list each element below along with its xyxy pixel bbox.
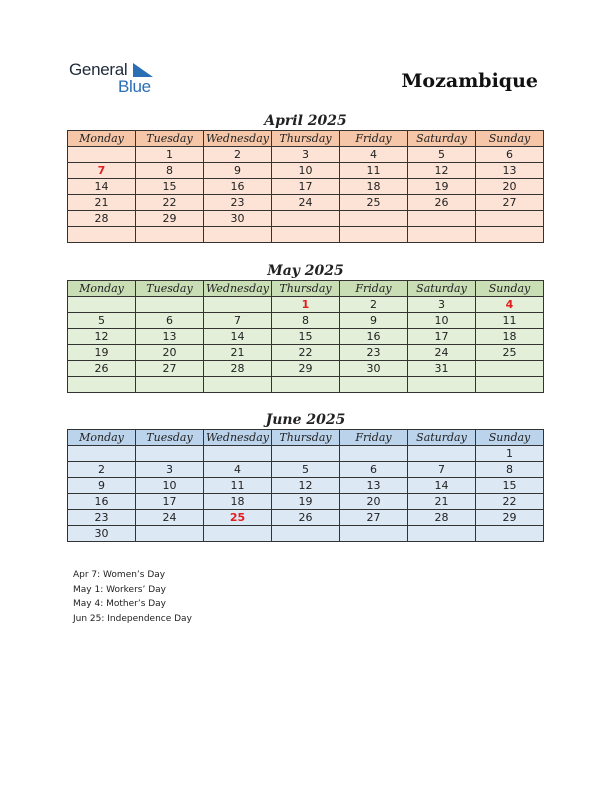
day-cell: 29 <box>136 211 204 227</box>
day-cell: 14 <box>68 179 136 195</box>
day-cell: 19 <box>408 179 476 195</box>
weekday-header: Friday <box>340 131 408 147</box>
day-cell: 10 <box>408 313 476 329</box>
day-cell: 4 <box>204 462 272 478</box>
day-cell: 11 <box>340 163 408 179</box>
week-row <box>68 297 544 313</box>
week-row <box>68 494 544 510</box>
weekday-header: Tuesday <box>136 281 204 297</box>
day-cell: 15 <box>136 179 204 195</box>
day-cell: 7 <box>408 462 476 478</box>
day-cell: 24 <box>136 510 204 526</box>
day-cell: 26 <box>408 195 476 211</box>
day-cell <box>136 227 204 243</box>
weekday-header: Wednesday <box>204 281 272 297</box>
day-cell <box>476 526 544 542</box>
day-cell: 6 <box>340 462 408 478</box>
day-cell <box>136 297 204 313</box>
week-row <box>68 147 544 163</box>
calendar-april <box>67 111 544 243</box>
weekday-header: Friday <box>340 281 408 297</box>
weekday-header: Monday <box>68 430 136 446</box>
day-cell <box>136 446 204 462</box>
day-cell <box>272 227 340 243</box>
day-cell: 25 <box>204 510 272 526</box>
day-cell: 17 <box>272 179 340 195</box>
day-cell <box>68 147 136 163</box>
week-row <box>68 163 544 179</box>
day-cell: 14 <box>204 329 272 345</box>
day-cell: 30 <box>68 526 136 542</box>
day-cell: 18 <box>340 179 408 195</box>
day-cell: 11 <box>476 313 544 329</box>
day-cell: 1 <box>476 446 544 462</box>
day-cell <box>272 211 340 227</box>
weekday-header: Tuesday <box>136 430 204 446</box>
day-cell: 27 <box>476 195 544 211</box>
day-cell: 2 <box>68 462 136 478</box>
day-cell: 23 <box>68 510 136 526</box>
day-cell: 6 <box>476 147 544 163</box>
generalblue-logo <box>69 60 169 96</box>
day-cell: 18 <box>476 329 544 345</box>
day-cell <box>408 227 476 243</box>
day-cell: 12 <box>408 163 476 179</box>
calendar-june <box>67 410 544 542</box>
day-cell: 21 <box>68 195 136 211</box>
day-cell: 13 <box>476 163 544 179</box>
day-cell: 7 <box>68 163 136 179</box>
day-cell: 16 <box>204 179 272 195</box>
day-cell: 27 <box>340 510 408 526</box>
month-title: May 2025 <box>267 263 344 279</box>
day-cell: 23 <box>204 195 272 211</box>
weekday-header: Saturday <box>408 281 476 297</box>
weekday-header: Tuesday <box>136 131 204 147</box>
week-row <box>68 377 544 393</box>
day-cell: 12 <box>68 329 136 345</box>
day-cell: 28 <box>204 361 272 377</box>
month-grid <box>67 429 544 542</box>
day-cell: 2 <box>204 147 272 163</box>
weekday-header: Thursday <box>272 430 340 446</box>
day-cell <box>340 526 408 542</box>
day-cell: 29 <box>476 510 544 526</box>
day-cell: 21 <box>204 345 272 361</box>
week-row <box>68 462 544 478</box>
day-cell <box>476 361 544 377</box>
day-cell: 30 <box>340 361 408 377</box>
week-row <box>68 526 544 542</box>
day-cell: 4 <box>340 147 408 163</box>
day-cell: 15 <box>476 478 544 494</box>
day-cell <box>408 446 476 462</box>
day-cell: 14 <box>408 478 476 494</box>
day-cell: 16 <box>340 329 408 345</box>
day-cell: 12 <box>272 478 340 494</box>
month-grid <box>67 280 544 393</box>
day-cell <box>408 377 476 393</box>
day-cell: 10 <box>136 478 204 494</box>
day-cell: 20 <box>476 179 544 195</box>
day-cell: 3 <box>408 297 476 313</box>
day-cell: 24 <box>408 345 476 361</box>
weekday-header: Saturday <box>408 430 476 446</box>
day-cell: 21 <box>408 494 476 510</box>
day-cell: 8 <box>136 163 204 179</box>
day-cell: 31 <box>408 361 476 377</box>
day-cell: 29 <box>272 361 340 377</box>
holiday-note: May 1: Workers’ Day <box>73 584 166 595</box>
day-cell <box>476 377 544 393</box>
day-cell <box>68 377 136 393</box>
day-cell <box>408 526 476 542</box>
day-cell: 17 <box>408 329 476 345</box>
week-row <box>68 345 544 361</box>
holiday-note: May 4: Mother’s Day <box>73 599 167 609</box>
day-cell: 13 <box>136 329 204 345</box>
day-cell: 22 <box>136 195 204 211</box>
day-cell: 30 <box>204 211 272 227</box>
day-cell: 28 <box>68 211 136 227</box>
weekday-header-row <box>68 281 544 297</box>
day-cell: 20 <box>340 494 408 510</box>
week-row <box>68 329 544 345</box>
day-cell <box>204 526 272 542</box>
week-row <box>68 179 544 195</box>
day-cell: 25 <box>476 345 544 361</box>
logo-text-general: General <box>69 60 128 79</box>
day-cell: 9 <box>204 163 272 179</box>
weekday-header: Monday <box>68 131 136 147</box>
weekday-header: Monday <box>68 281 136 297</box>
week-row <box>68 446 544 462</box>
day-cell: 2 <box>340 297 408 313</box>
logo-triangle-icon <box>133 63 153 77</box>
day-cell <box>340 446 408 462</box>
day-cell: 18 <box>204 494 272 510</box>
calendar-may <box>67 261 544 393</box>
day-cell: 3 <box>272 147 340 163</box>
day-cell: 4 <box>476 297 544 313</box>
country-title: Mozambique <box>401 70 538 92</box>
holiday-note: Jun 25: Independence Day <box>73 613 192 624</box>
day-cell <box>408 211 476 227</box>
day-cell <box>476 227 544 243</box>
day-cell <box>68 297 136 313</box>
day-cell: 11 <box>204 478 272 494</box>
holiday-notes <box>73 568 192 626</box>
day-cell: 9 <box>340 313 408 329</box>
day-cell <box>204 227 272 243</box>
day-cell: 26 <box>272 510 340 526</box>
day-cell <box>272 377 340 393</box>
day-cell: 13 <box>340 478 408 494</box>
weekday-header: Sunday <box>476 131 544 147</box>
day-cell: 20 <box>136 345 204 361</box>
day-cell <box>136 377 204 393</box>
day-cell: 9 <box>68 478 136 494</box>
week-row <box>68 195 544 211</box>
day-cell: 26 <box>68 361 136 377</box>
day-cell <box>68 446 136 462</box>
week-row <box>68 478 544 494</box>
day-cell: 15 <box>272 329 340 345</box>
day-cell: 19 <box>68 345 136 361</box>
week-row <box>68 361 544 377</box>
day-cell <box>204 377 272 393</box>
day-cell: 1 <box>136 147 204 163</box>
day-cell: 27 <box>136 361 204 377</box>
day-cell: 17 <box>136 494 204 510</box>
day-cell: 3 <box>136 462 204 478</box>
day-cell: 8 <box>476 462 544 478</box>
day-cell <box>272 446 340 462</box>
day-cell <box>340 377 408 393</box>
day-cell: 16 <box>68 494 136 510</box>
day-cell: 6 <box>136 313 204 329</box>
month-title: June 2025 <box>265 412 346 428</box>
weekday-header: Friday <box>340 430 408 446</box>
weekday-header-row <box>68 430 544 446</box>
day-cell: 25 <box>340 195 408 211</box>
weekday-header: Sunday <box>476 281 544 297</box>
weekday-header: Thursday <box>272 281 340 297</box>
day-cell: 23 <box>340 345 408 361</box>
day-cell: 7 <box>204 313 272 329</box>
day-cell <box>68 227 136 243</box>
weekday-header: Thursday <box>272 131 340 147</box>
day-cell: 5 <box>68 313 136 329</box>
day-cell <box>136 526 204 542</box>
day-cell <box>340 227 408 243</box>
day-cell <box>340 211 408 227</box>
day-cell <box>204 446 272 462</box>
month-grid <box>67 130 544 243</box>
week-row <box>68 211 544 227</box>
day-cell: 19 <box>272 494 340 510</box>
day-cell: 22 <box>272 345 340 361</box>
week-row <box>68 313 544 329</box>
holiday-note: Apr 7: Women’s Day <box>73 570 166 580</box>
day-cell: 8 <box>272 313 340 329</box>
day-cell: 1 <box>272 297 340 313</box>
day-cell <box>204 297 272 313</box>
day-cell: 24 <box>272 195 340 211</box>
day-cell: 22 <box>476 494 544 510</box>
week-row <box>68 227 544 243</box>
day-cell: 5 <box>272 462 340 478</box>
month-title: April 2025 <box>264 113 347 129</box>
day-cell: 10 <box>272 163 340 179</box>
weekday-header-row <box>68 131 544 147</box>
day-cell: 5 <box>408 147 476 163</box>
day-cell <box>272 526 340 542</box>
weekday-header: Wednesday <box>204 430 272 446</box>
weekday-header: Saturday <box>408 131 476 147</box>
weekday-header: Wednesday <box>204 131 272 147</box>
week-row <box>68 510 544 526</box>
day-cell <box>476 211 544 227</box>
day-cell: 28 <box>408 510 476 526</box>
logo-text-blue: Blue <box>118 77 151 96</box>
weekday-header: Sunday <box>476 430 544 446</box>
